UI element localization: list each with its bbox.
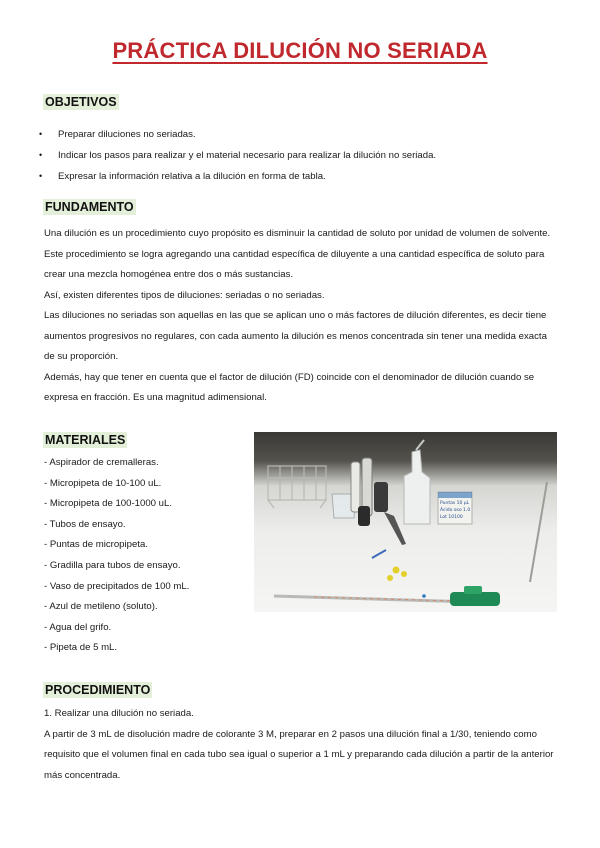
pipette-tip-box xyxy=(438,492,472,524)
list-item: - Tubos de ensayo. xyxy=(44,518,126,530)
photo-label: Lot 10100 xyxy=(440,515,463,520)
procedimiento-heading: PROCEDIMIENTO xyxy=(45,683,151,697)
paragraph: Las diluciones no seriadas son aquellas en las que se aplican uno o más factores de dilución diferentes, es decir tiene aumentos progresivos no regulares, con cada aumento la dilución es menos concentrada sin tener una medida exacta de su proporción. xyxy=(44,310,547,362)
list-item: - Pipeta de 5 mL. xyxy=(44,642,118,654)
paragraph: Además, hay que tener en cuenta que el factor de dilución (FD) coincide con el denominador de dilución cuando se expresa en fracción. Es una magnitud adimensional. xyxy=(44,371,535,403)
list-item: • Preparar diluciones no seriadas. xyxy=(38,124,436,145)
materiales-list xyxy=(44,453,189,659)
fundamento-heading: FUNDAMENTO xyxy=(45,200,134,214)
lab-materials-photo xyxy=(254,432,557,612)
list-item: - Gradilla para tubos de ensayo. xyxy=(44,559,181,571)
list-item: - Vaso de precipitados de 100 mL. xyxy=(44,580,190,592)
paragraph: Así, existen diferentes tipos de diluciones: seriadas o no seriadas. xyxy=(44,289,325,301)
paragraph: A partir de 3 mL de disolución madre de colorante 3 M, preparar en 2 pasos una dilución final a 1/30, teniendo como requisito que el volumen final en cada tubo sea igual o superior a 1 mL y preparando cada dilución a partir de la anterior más concentrada. xyxy=(44,728,554,781)
list-item: - Micropipeta de 10-100 uL. xyxy=(44,477,162,489)
photo-label: Ácido oso 1.0 xyxy=(440,508,471,513)
materiales-heading: MATERIALES xyxy=(45,433,126,447)
list-item: - Agua del grifo. xyxy=(44,621,112,633)
photo-label: Puntas 10 µL xyxy=(440,501,470,506)
paragraph: Una dilución es un procedimiento cuyo propósito es disminuir la cantidad de soluto por unidad de volumen de solvente. Este procedimiento se logra agregando una cantidad específica de diluyente a una cantidad específica de soluto para crear una mezcla homogénea entre dos o más sustancias. xyxy=(44,228,551,280)
objetivos-heading: OBJETIVOS xyxy=(45,95,117,109)
list-item: - Azul de metileno (soluto). xyxy=(44,601,158,613)
fundamento-text xyxy=(44,224,560,409)
list-item: - Aspirador de cremalleras. xyxy=(44,457,159,468)
page-title: PRÁCTICA DILUCIÓN NO SERIADA xyxy=(112,38,488,63)
list-item: - Micropipeta de 100-1000 uL. xyxy=(44,498,172,510)
list-item: • Expresar la información relativa a la dilución en forma de tabla. xyxy=(38,166,436,187)
procedimiento-text xyxy=(44,704,560,786)
list-item: - Puntas de micropipeta. xyxy=(44,539,148,551)
step-label: 1. Realizar una dilución no seriada. xyxy=(44,708,194,719)
objetivos-list xyxy=(38,124,436,187)
list-item: • Indicar los pasos para realizar y el material necesario para realizar la dilución no seriada. xyxy=(38,145,436,166)
